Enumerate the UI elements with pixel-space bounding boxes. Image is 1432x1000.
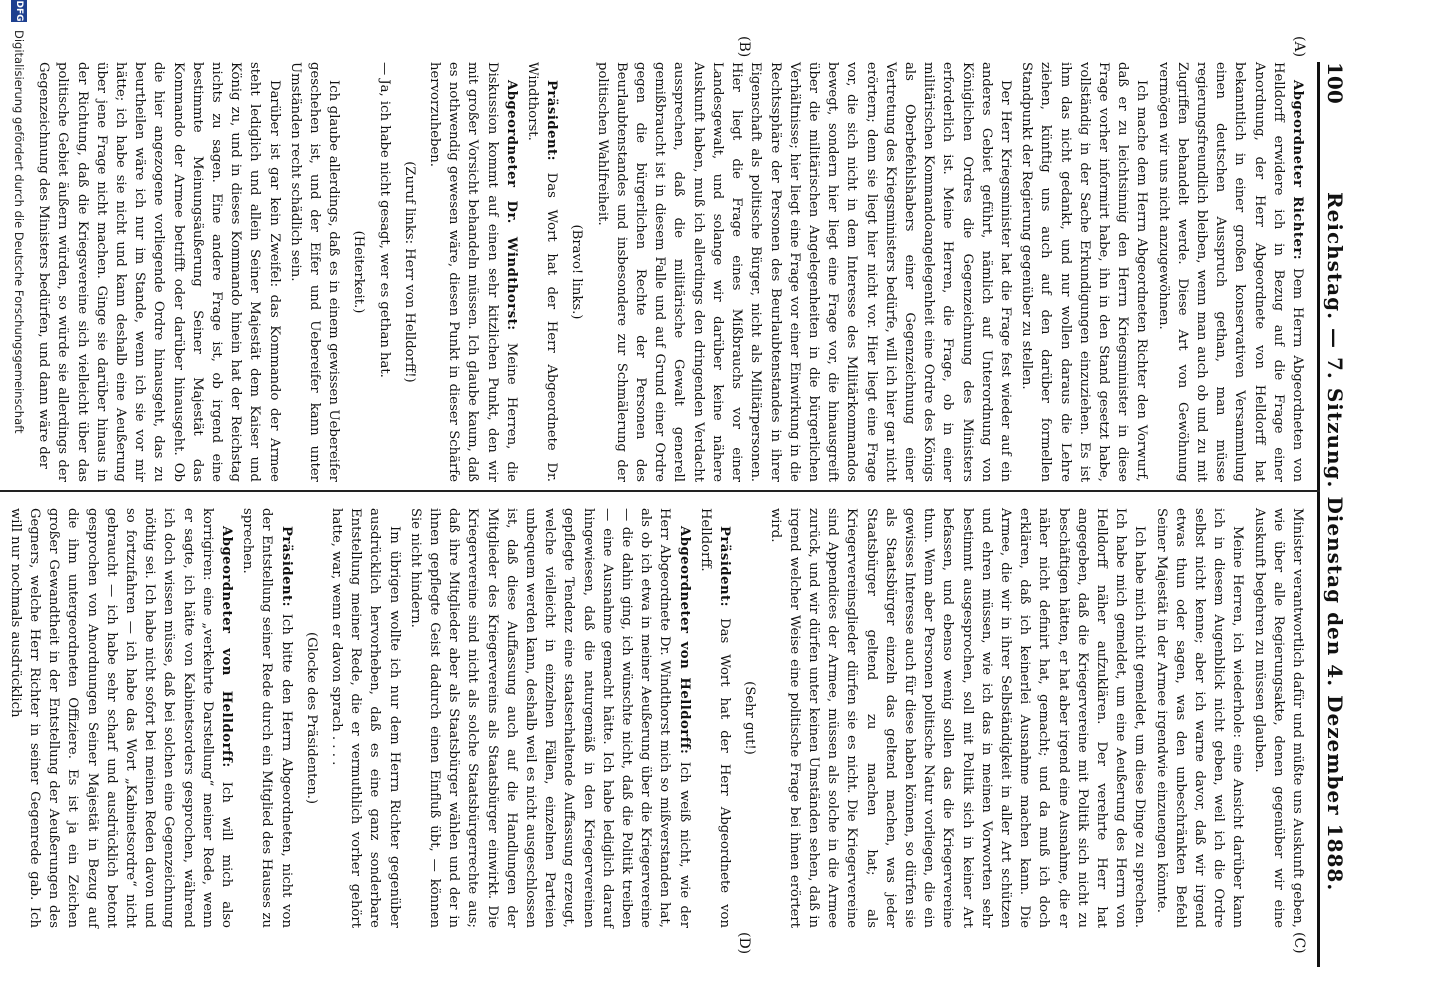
paragraph: [567, 62, 586, 482]
paragraph-text: Ich weiß nicht, wie der Herr Abgeordnete Dr. Windthorst mich so mißverstanden hat, als ob ich etwa in meiner Aeußerung über die Kriegervereine — die dahin ging, ich wünschte nicht, daß die Politik treiben — eine Ausnahme gemacht hätte. Ich habe lediglich darauf hingewiesen, daß die naturgemäß in den Kriegervereinen gepflegte Tendenz eine staatserhaltende Auffassung erzeugt, welche vielleicht in einzelnen Fällen, einzelnen Parteien unbequem werden kann, deshalb weil es nicht ausgeschlossen ist, daß diese Auffassung auch auf die Handlungen der Mitglieder des Kriegervereins als Staatsbürger einwirkt. Die Kriegervereine sind nicht als solche Staatsbürgerrechte aus; daß ihre Mitglieder aber als Staatsbürger wählen und der in ihnen gepflegte Geist dadurch einen Einfluß übt, — können Sie nicht hindern.: [407, 508, 692, 928]
paragraph: [238, 508, 296, 928]
paragraph-text: (Glocke des Präsidenten.): [303, 631, 319, 805]
paragraph-text: — Ja, ich habe nicht gesagt, wer es gethan hat.: [376, 62, 392, 378]
page-title: Reichstag. — 7. Sitzung. Dienstag den 4. Dezember 1888.: [1323, 192, 1347, 892]
paragraph-text: Ich glaube allerdings, daß es in einem gewissen Uebereifer geschehen ist, und der Eifer und Uebereifer kann unter Umständen recht schädlich sein.: [287, 62, 342, 482]
paragraph: [1249, 508, 1307, 928]
column-divider: [0, 490, 1320, 492]
paragraph: [425, 62, 521, 482]
paragraph: [302, 508, 321, 928]
speaker-name: Präsident:: [717, 526, 733, 608]
speaker-name: Abgeordneter Richter:: [1290, 80, 1305, 261]
page-header: [1319, 62, 1347, 962]
margin-mark-a: (A): [1291, 36, 1307, 58]
paragraph-text: Meine Herren, ich wiederhole: eine Ansicht darüber kann ich in diesem Augenblick nicht geben, weil ich die Ordre selbst nicht kenne; aber ich warne davor, daß wir irgend etwas thun oder sagen, was den unbeschränkten Befehl Seiner Majestät in der Armee irgendwie einzuengen könnte.: [1153, 508, 1246, 928]
margin-mark-b: (B): [736, 36, 752, 58]
paragraph-text: (Bravo! links.): [569, 224, 585, 320]
paragraph-text: Ich mache dem Herrn Abgeordneten Richter den Vorwurf, daß er zu leichtsinnig den Herrn Kriegsminister in diese Frage vorher informirt habe, ihn in den Stand gesetzt habe, vollständig in der Sache Erkundigungen einzuziehen. Es ist ihm das nicht gedankt, und nur wollen daraus die Lehre ziehen, künftig uns auch auf den darüber formellen Standpunkt der Regierung gegenüber zu stellen.: [1019, 62, 1150, 482]
paragraph: [286, 62, 344, 482]
paragraph-text: (Sehr gut!): [742, 681, 758, 755]
paragraph: [327, 508, 404, 928]
paragraph: [34, 62, 284, 482]
paragraph: [374, 62, 393, 482]
speaker-name: Abgeordneter Dr. Windthorst:: [503, 80, 519, 331]
funding-note: Digitalisierung gefördert durch die Deutsche Forschungsgemeinschaft: [12, 30, 26, 434]
left-text-column: [32, 62, 1307, 482]
margin-mark-d: (D): [736, 932, 752, 955]
paragraph: [349, 62, 368, 482]
speaker-name: Abgeordneter von Helldorff:: [676, 526, 692, 755]
paragraph-text: Der Herr Kriegsminister hat die Frage fest wieder auf ein anderes Gebiet geführt, nämlich auf Unterordnung von Königlichen Ordres die Gegenzeichnung des Ministers erforderlich ist. Meine Herren, die Frage, ob in einer militärischen Kommandoangelegenheit eine Ordre des Königs als Oberbefehlshabers einer Gegenzeichnung einer Vertretung des Kriegsministers bedürfe, will ich hier gar nicht erörtern; denn sie liegt hier nicht vor. Hier liegt eine Frage vor, die sich nicht in dem Interesse des Militärkommandos bewegt, sondern hier liegt eine Frage vor, die hinausgreift über die militärischen Angelegenheiten in die bürgerlichen Verhältnisse; hier liegt eine Frage vor einer Einwirkung in die Rechtssphäre der Personen des Beurlaubtenstandes in ihrer Eigenschaft als politische Bürger, nicht als Militärpersonen. Hier liegt die Frage eines Mißbrauchs vor einer Landesgewalt, und solange wir darüber keine nähere Auskunft haben, muß ich allerdings den dringenden Verdacht aussprechen, daß die militärische Gewalt generell gemißbraucht ist in diesem Falle und auf Grund einer Ordre gegen die bürgerlichen Rechte der Personen des Beurlaubtenstandes und insbesondere zur Schmälerung der politischen Wahlfreiheit.: [594, 62, 1013, 482]
paragraph-text: Minister verantwortlich dafür und müßte uns Auskunft geben, wie über alle Regierungsakte, denen gegenüber wir eine Auskunft begehren zu müssen glauben.: [1251, 508, 1305, 928]
speaker-name: Abgeordneter von Helldorff:: [219, 526, 235, 768]
paragraph: [6, 508, 236, 928]
paragraph-text: Ich bitte den Herrn Abgeordneten, nicht von der Entstellung seiner Rede durch ein Mitglied des Hauses zu sprechen.: [240, 508, 294, 928]
page-number: 100: [1323, 62, 1347, 104]
paragraph: [696, 508, 734, 928]
page-footer: [4, 0, 30, 1000]
paragraph-text: (Zuruf links: Herr von Helldorff!): [401, 161, 417, 383]
margin-mark-c: (C): [1291, 932, 1307, 954]
paragraph: [1017, 62, 1151, 482]
paragraph-text: Darüber ist gar kein Zweifel: das Kommando der Armee steht lediglich und allein Seiner Majestät dem Kaiser und König zu, und in dieses Kommando hinein hat der Reichstag nichts zu sagen. Eine andere Frage ist, ob irgend eine bestimmte Meinungsäußerung Seiner Majestät das Kommando der Armee betrifft oder darüber hinausgeht. Ob die hier angezogene vorliegende Ordre hinausgeht, das zu beurtheilen wäre ich nur im Stande, wenn ich sie vor mir hätte; ich habe sie nicht und kann deshalb eine Aeußerung über jene Frage nicht machen. Ginge sie darüber hinaus in der Richtung, daß die Kriegsvereine sich vielleicht über das politische Gebiet äußern würden, so würde sie allerdings der Gegenzeichnung des Ministers bedürfen, und dann wäre der: [36, 62, 282, 482]
paragraph: [406, 508, 694, 928]
paragraph-text: Meine Herren, die Diskussion kommt auf einen sehr kitzlichen Punkt, den wir mit großer Vorsicht behandeln müssen. Ich glaube kaum, daß es nothwendig gewesen wäre, diesen Punkt in dieser Schärfe hervorzuheben.: [427, 62, 519, 482]
dfg-logo: DFG: [11, 0, 27, 22]
header-rule: [1317, 62, 1320, 967]
paragraph-text: Ich habe mich nicht gemeldet, um diese Dinge zu sprechen. Ich habe mich gemeldet, um eine Aeußerung des Herrn von Helldorff näher aufzuklären. Der verehrte Herr hat angegeben, daß die Kriegervereine mit Politik sich nicht zu beschäftigen hätten, er hat aber irgend eine Ausnahme, die er näher nicht definirt hat, gemacht; und da muß ich doch erklären, daß ich keinerlei Ausnahme machen kann. Die Armee, die wir in ihrer Selbständigkeit in aller Art schützen und ehren müssen, wie ich das in meinen Vorworten sehr bestimmt ausgesprochen, soll mit Politik sich in keiner Art befassen, und ebenso wenig sollen das die Kriegervereine thun. Wenn aber Personen politische Natur vorliegen, die ein gewisses Interesse auch für diese haben können, so dürfen sie als Staatsbürger einzeln das geltend machen, was jeder Staatsbürger geltend zu machen hat; als Kriegervereinsglieder dürfen sie es nicht. Die Kriegervereine sind Appendices der Armee, müssen als solche in die Armee zurück, und wir dürfen unter keinen Umständen sehen, daß in irgend welcher Weise eine politische Frage bei ihnen erörtert wird.: [767, 508, 1148, 928]
paragraph: [765, 508, 1149, 928]
speaker-name: Präsident:: [278, 526, 294, 608]
speaker-name: Präsident:: [544, 80, 560, 162]
paragraph-text: Das Wort hat der Herr Abgeordnete von Helldorff.: [697, 508, 733, 928]
paragraph: [740, 508, 759, 928]
right-text-column: [4, 508, 1307, 928]
paragraph: [523, 62, 561, 482]
paragraph: [1151, 508, 1247, 928]
paragraph: [400, 62, 419, 482]
paragraph-text: (Heiterkeit.): [351, 230, 367, 314]
paragraph-text: Im übrigen wollte ich nur dem Herrn Richter gegenüber ausdrücklich hervorheben, daß es eine ganz sonderbare Entstellung meiner Rede, die er vermuthlich vorher gehört hatte, war, wenn er davon sprach . . . .: [329, 508, 402, 928]
paragraph-text: Dem Herrn Abgeordneten von Helldorff erwidere ich in Bezug auf die Frage einer Anordnung, der Herr Abgeordnete von Helldorff hat bekanntlich in einer großen konservativen Versammlung einen deutschen Ausspruch gethan, man müsse regierungsfreundlich bleiben, wenn man auch ob und zu mit Zugriffen behandelt werde. Diese Art von Gewöhnung vermögen wir uns nicht anzugewöhnen.: [1155, 62, 1305, 482]
paragraph: [592, 62, 1014, 482]
paragraph-text: Ich will mich also korrigiren: eine „verkehrte Darstellung“ meiner Rede, wenn er sagte, ich hätte von Kabinetsorders gesprochen, während ich doch wissen müsse, daß bei solchen eine Gegenzeichnung nöthig sei. Ich habe nicht sofort bei meinen Reden davon und so fortzufahren — ich habe das Wort „Kabinetsordre“ nicht gebraucht — ich habe sehr scharf und ausdrücklich betont gesprochen von Anordnungen Seiner Majestät in Bezug auf die ihm untergeordneten Offiziere. Es ist ja ein Zeichen großer Gewandtheit in der Entstellung der Aeußerungen des Gegners, welche Herr Richter in seiner Gegenrede gab. Ich will nur nochmals ausdrücklich: [7, 508, 235, 929]
paragraph: [1153, 62, 1307, 482]
paragraph-text: Das Wort hat der Herr Abgeordnete Dr. Windthorst.: [525, 62, 560, 482]
